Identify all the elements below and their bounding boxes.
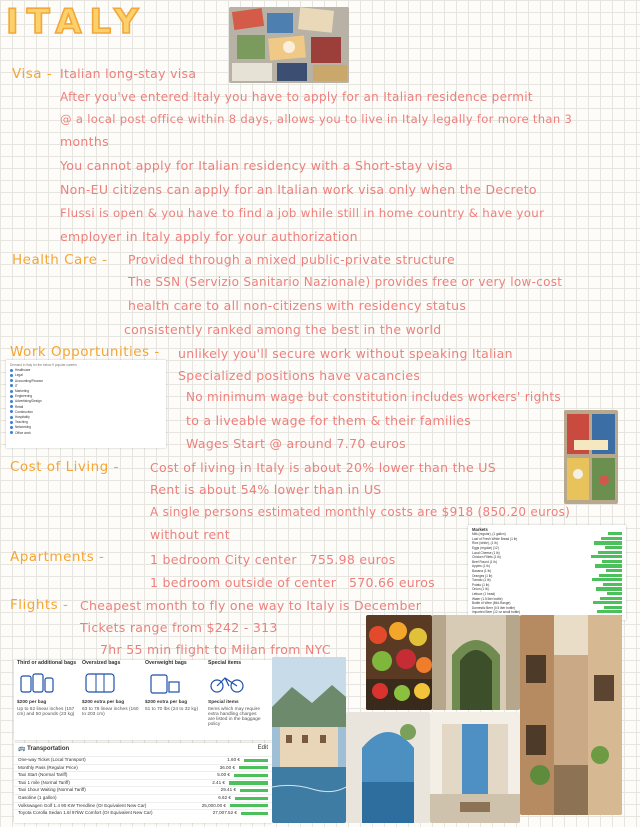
jobs-row-label: Retail <box>15 404 24 409</box>
jobs-row-label: Healthcare <box>15 368 31 373</box>
cost-line: Cost of living in Italy is about 20% lower than the US <box>150 460 496 475</box>
range-bar <box>604 606 622 609</box>
bullet-dot-icon <box>10 384 13 387</box>
bag-column-title: Third or additional bags <box>17 660 77 666</box>
page-title: ITALY <box>6 2 147 42</box>
range-bar <box>239 766 268 769</box>
market-row-label: Banana (1 lb) <box>472 568 492 573</box>
market-row-label: Water (1.5 liter bottle) <box>472 596 503 601</box>
work-line: Specialized positions have vacancies <box>178 368 421 383</box>
range-bar <box>593 601 622 604</box>
bullet-dot-icon <box>10 390 13 393</box>
health-heading: Health Care - <box>12 252 108 268</box>
market-row-label: Apples (1 lb) <box>472 564 490 569</box>
visa-line: After you've entered Italy you have to apply for an Italian residence permit <box>60 90 533 104</box>
bullet-dot-icon <box>10 405 13 408</box>
transport-row-value: 36.00 € <box>219 764 235 770</box>
cost-heading: Cost of Living - <box>10 459 119 475</box>
bag-price: Special items <box>208 700 239 705</box>
transport-row-value: 29.41 € <box>220 787 236 793</box>
range-bar <box>597 610 622 613</box>
bag-column <box>17 660 91 730</box>
range-bar <box>608 532 622 535</box>
overweight-bag-icon <box>145 670 183 694</box>
market-row-label: Oranges (1 lb) <box>472 573 493 578</box>
jobs-list <box>10 368 162 436</box>
visa-line: @ a local post office within 8 days, allows you to live in Italy legally for more than 3 <box>60 112 573 126</box>
bag-note: 63 to 78 linear inches (160 to 203 cm) <box>82 707 139 717</box>
work-line: to a liveable wage for them & their families <box>186 413 472 428</box>
jobs-row-label: Hospitality <box>15 415 30 420</box>
bullet-dot-icon <box>10 426 13 429</box>
transport-row <box>14 756 272 764</box>
jobs-row-label: Legal <box>15 373 23 378</box>
baggage-card <box>14 660 272 740</box>
bullet-dot-icon <box>10 379 13 382</box>
cost-line: without rent <box>150 527 230 542</box>
flights-line: 7hr 55 min flight to Milan from NYC <box>100 642 331 657</box>
transportation-card <box>14 743 272 823</box>
market-row-label: Onion (1 lb) <box>472 587 489 592</box>
transport-row-label: Monthly Pass (Regular Price) <box>18 764 78 770</box>
cost-line: Rent is about 54% lower than in US <box>150 482 382 497</box>
health-line: consistently ranked among the best in the world <box>124 322 442 337</box>
collage-image <box>229 7 349 83</box>
bullet-dot-icon <box>10 416 13 419</box>
produce-image <box>366 615 432 710</box>
sea-doorway-photo <box>346 712 430 823</box>
range-bar <box>592 578 622 581</box>
transport-row <box>14 786 272 794</box>
range-bar <box>607 592 622 595</box>
health-line: health care to all non-citizens with residency status <box>128 298 467 313</box>
jobs-row-label: Advertising/Design <box>15 399 42 404</box>
market-row-label: Chicken Fillets (1 lb) <box>472 555 501 560</box>
range-bar <box>595 564 622 567</box>
range-bar <box>600 597 622 600</box>
market-row-label: Rice (white), (1 lb) <box>472 541 498 546</box>
jobs-row <box>10 431 162 436</box>
jobs-row-label: Marketing <box>15 389 29 394</box>
transport-row-value: 27,007.52 € <box>212 810 237 816</box>
alley-balconies-photo <box>520 615 622 815</box>
apartments-heading: Apartments - <box>10 549 105 565</box>
transport-table <box>14 756 272 817</box>
transport-row-value: 2.41 € <box>212 779 225 785</box>
arched-doorway-photo <box>432 615 520 710</box>
bullet-dot-icon <box>10 400 13 403</box>
health-line: The SSN (Servizio Sanitario Nazionale) provides free or very low-cost <box>128 275 563 289</box>
bag-column-title: Oversized bags <box>82 660 121 666</box>
visa-line: Flussi is open & you have to find a job while still in home country & have your <box>60 206 545 220</box>
jobs-row-label: Engineering <box>15 394 33 399</box>
bag-price: $200 extra per bag <box>145 700 188 705</box>
range-bar <box>602 560 622 563</box>
jobs-row-label: Teaching <box>15 420 28 425</box>
flights-line: Cheapest month to fly one way to Italy is December <box>80 598 422 613</box>
visa-line: Non-EU citizens can apply for an Italian work visa only when the Decreto <box>60 182 537 197</box>
bullet-dot-icon <box>10 431 13 434</box>
bullet-dot-icon <box>10 395 13 398</box>
bag-price: $200 extra per bag <box>82 700 125 705</box>
bicycle-icon <box>208 670 246 694</box>
flights-line: Tickets range from $242 - 313 <box>80 620 278 635</box>
visa-heading: Visa - <box>12 66 53 82</box>
apartments-line: 1 bedroom outside of center 570.66 euros <box>150 575 435 590</box>
work-heading: Work Opportunities - <box>10 344 160 360</box>
market-row-label: Tomato (1 lb) <box>472 578 491 583</box>
range-bar <box>603 583 622 586</box>
transport-row-label: Toyota Corolla Sedan 1.6l 97kW Comfort (Or Equivalent New Car) <box>18 810 153 816</box>
visa-line: months <box>60 134 109 149</box>
jobs-intro: Demand in Italy for the below 9 popular careers <box>10 363 77 367</box>
jobs-row-label: IT <box>15 383 18 388</box>
bag-note: Items which may require extra handling charges are listed in the baggage policy <box>208 707 261 727</box>
map-collage-photo <box>229 7 349 83</box>
edit-link[interactable]: Edit <box>257 745 268 751</box>
window-balcony-photo <box>430 712 520 823</box>
lake-image <box>272 657 346 823</box>
jobs-row-label: Office work <box>15 430 31 435</box>
range-bar <box>591 555 622 558</box>
bullet-dot-icon <box>10 421 13 424</box>
luggage-icon <box>17 670 55 694</box>
transport-row-value: 6.62 € <box>218 794 231 800</box>
bus-icon: 🚌 <box>18 746 26 752</box>
range-bar <box>599 574 622 577</box>
range-bar <box>601 537 622 540</box>
transport-row-label: Volkswagen Golf 1.4 90 KW Trendline (Or Equivalent New Car) <box>18 802 147 808</box>
transport-row-value: 25,000.00 € <box>201 802 226 808</box>
bullet-dot-icon <box>10 374 13 377</box>
range-bar <box>235 797 268 800</box>
range-bar <box>230 804 268 807</box>
window-image <box>430 712 520 823</box>
range-bar <box>234 774 268 777</box>
transport-row <box>14 794 272 802</box>
cost-line: A single persons estimated monthly costs are $918 (850.20 euros) <box>150 505 571 519</box>
market-row-label: Potato (1 lb) <box>472 582 490 587</box>
bullet-dot-icon <box>10 369 13 372</box>
range-bar <box>229 781 268 784</box>
apartments-line: 1 bedroom City center 755.98 euros <box>150 552 396 567</box>
postcard-image <box>564 410 618 504</box>
sea-doorway-image <box>346 712 430 823</box>
visa-line: Italian long-stay visa <box>60 66 197 81</box>
jobs-row-label: Accounting/Finance <box>15 378 43 383</box>
bag-column <box>208 660 270 730</box>
transport-row <box>14 771 272 779</box>
transport-row <box>14 802 272 810</box>
range-bar <box>606 569 622 572</box>
visa-line: employer in Italy apply for your authorization <box>60 229 358 244</box>
market-produce-photo <box>366 615 432 710</box>
bag-column-title: Special items <box>208 660 242 666</box>
bag-note: 51 to 70 lbs (24 to 32 kg) <box>145 707 199 712</box>
market-row-label: Lettuce (1 head) <box>472 591 496 596</box>
transport-row-label: Taxi 1hour Waiting (Normal Tariff) <box>18 787 86 793</box>
transport-title: 🚌 Transportation <box>18 746 70 752</box>
transport-row-label: Taxi 1 mile (Normal Tariff) <box>18 779 70 785</box>
range-bar <box>594 541 622 544</box>
transport-row-value: 5.00 € <box>217 772 230 778</box>
flights-heading: Flights - <box>10 597 69 613</box>
markets-title: Markets <box>472 527 488 532</box>
range-bar <box>240 789 268 792</box>
transport-row-label: One-way Ticket (Local Transport) <box>18 757 86 762</box>
work-line: Wages Start @ around 7.70 euros <box>186 436 406 451</box>
market-row-label: Eggs (regular) (12) <box>472 545 499 550</box>
work-line: unlikely you'll secure work without speaking Italian <box>178 346 513 361</box>
bag-note: Up to 62 linear inches (157 cm) and 50 pounds (23 kg) <box>17 707 75 717</box>
rome-postcard-photo <box>564 410 618 504</box>
range-bar <box>605 546 622 549</box>
market-row-label: Local Cheese (1 lb) <box>472 550 500 555</box>
lake-town-photo <box>272 657 346 823</box>
range-bar <box>598 551 622 554</box>
transport-row-label: Gasoline (1 gallon) <box>18 794 57 800</box>
markets-list <box>472 532 622 619</box>
bag-column-title: Overweight bags <box>145 660 187 666</box>
market-row-label: Domestic Beer (0.5 liter bottle) <box>472 605 516 610</box>
range-bar <box>596 587 622 590</box>
market-row-label: Beef Round (1 lb) <box>472 559 497 564</box>
jobs-screenshot-card <box>6 360 166 448</box>
bag-price: $200 per bag <box>17 700 47 705</box>
oversize-bag-icon <box>82 670 120 694</box>
range-bar <box>241 812 268 815</box>
doorway-image <box>432 615 520 710</box>
transport-row <box>14 764 272 772</box>
jobs-row-label: Construction <box>15 409 33 414</box>
jobs-row-label: Networking <box>15 425 31 430</box>
transport-row <box>14 809 272 817</box>
health-line: Provided through a mixed public-private structure <box>128 252 455 267</box>
market-row-label: Imported Beer (12 oz small bottle) <box>472 610 521 615</box>
transport-row <box>14 779 272 787</box>
transport-row-label: Taxi Start (Normal Tariff) <box>18 772 68 778</box>
visa-line: You cannot apply for Italian residency with a Short-stay visa <box>60 158 454 173</box>
work-line: No minimum wage but constitution includes workers' rights <box>186 390 561 404</box>
bullet-dot-icon <box>10 410 13 413</box>
market-row-label: Milk (regular), (1 gallon) <box>472 532 506 537</box>
alley-image <box>520 615 622 815</box>
market-row-label: Bottle of Wine (Mid-Range) <box>472 601 511 606</box>
range-bar <box>244 759 268 762</box>
markets-card <box>468 525 626 620</box>
market-row-label: Loaf of Fresh White Bread (1 lb) <box>472 536 518 541</box>
transport-row-value: 1.60 € <box>227 757 240 762</box>
